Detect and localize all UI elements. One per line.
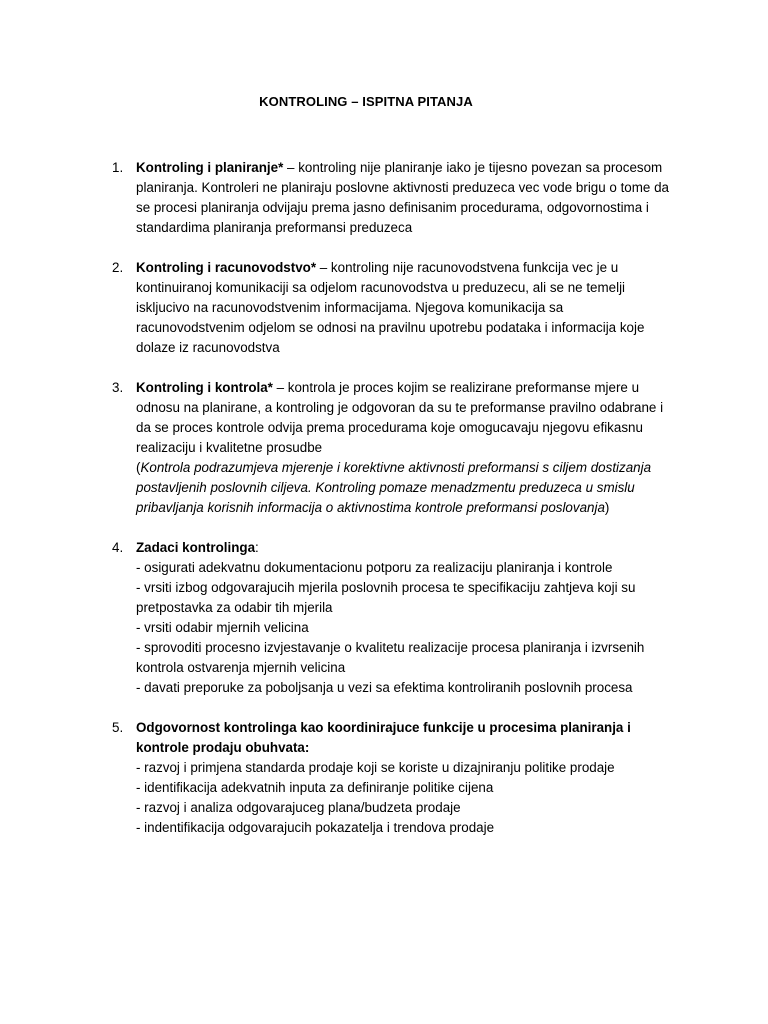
item-heading: Kontroling i racunovodstvo* — [136, 260, 317, 275]
list-item-1 — [112, 158, 672, 238]
item-line: - vrsiti odabir mjernih velicina — [136, 620, 309, 635]
item-text: – kontroling nije racunovodstvena funkcija vec je u kontinuiranoj komunikaciji sa odjelom racunovodstva u preduzecu, ali se ne temelji iskljucivo na racunovodstvenim informacijama. Njegova komunikacija sa racunovodstvenim odjelom se odnosi na pravilnu upotrebu podataka i informacija koje dolaze iz racunovodstva — [136, 260, 645, 355]
item-number: 4. — [112, 540, 124, 555]
list-item-4 — [112, 538, 672, 698]
note-close: ) — [604, 500, 610, 515]
note-open: ( — [136, 460, 141, 475]
item-number: 3. — [112, 380, 124, 395]
item-heading: Odgovornost kontrolinga kao koordinirajuce funkcije u procesima planiranja i kontrole prodaju obuhvata: — [136, 720, 631, 755]
list-item-3 — [112, 378, 672, 518]
item-number: 5. — [112, 720, 124, 735]
item-number: 1. — [112, 160, 124, 175]
list-item-2 — [112, 258, 672, 358]
question-list — [112, 158, 672, 858]
item-line: - sprovoditi procesno izvjestavanje o kvalitetu realizacije procesa planiranja i izvrsenih kontrola ostvarenja mjernih velicina — [136, 640, 645, 675]
item-line: - vrsiti izbog odgovarajucih mjerila poslovnih procesa te specifikaciju zahtjeva koji su pretpostavka za odabir tih mjerila — [136, 580, 636, 615]
list-item-5 — [112, 718, 672, 838]
item-line: - identifikacija adekvatnih inputa za definiranje politike cijena — [136, 780, 494, 795]
item-note — [136, 458, 672, 518]
note-text: Kontrola podrazumjeva mjerenje i korektivne aktivnosti preformansi s ciljem dostizanja postavljenih poslovnih ciljeva. Kontroling pomaze menadzmentu preduzeca u smislu pribavljanja korisnih informacija o aktivnostima kontrole preformansi poslovanja — [136, 460, 652, 515]
document-title: KONTROLING – ISPITNA PITANJA — [259, 94, 473, 109]
item-heading: Kontroling i kontrola* — [136, 380, 273, 395]
item-text: – kontroling nije planiranje iako je tijesno povezan sa procesom planiranja. Kontroleri ne planiraju poslovne aktivnosti preduzeca vec vode brigu o tome da se procesi planiranja odvijaju prema jasno definisanim procedurama, odgovornostima i standardima planiranja preformansi preduzeca — [136, 160, 669, 235]
item-line: - osigurati adekvatnu dokumentacionu potporu za realizaciju planiranja i kontrole — [136, 560, 613, 575]
item-line: - indentifikacija odgovarajucih pokazatelja i trendova prodaje — [136, 820, 495, 835]
item-line: - razvoj i primjena standarda prodaje koji se koriste u dizajniranju politike prodaje — [136, 760, 615, 775]
item-heading-suffix: : — [255, 540, 259, 555]
item-line: - razvoj i analiza odgovarajuceg plana/budzeta prodaje — [136, 800, 461, 815]
item-number: 2. — [112, 260, 124, 275]
item-text: – kontrola je proces kojim se realizirane preformanse mjere u odnosu na planirane, a kontroling je odgovoran da su te preformanse pravilno odabrane i da se proces kontrole odvija prema procedurama koje omogucavaju njegovu efikasnu realizaciju i kvalitetne prosudbe — [136, 380, 664, 455]
item-heading: Kontroling i planiranje* — [136, 160, 284, 175]
item-line: - davati preporuke za poboljsanja u vezi sa efektima kontroliranih poslovnih procesa — [136, 680, 633, 695]
item-heading: Zadaci kontrolinga — [136, 540, 256, 555]
